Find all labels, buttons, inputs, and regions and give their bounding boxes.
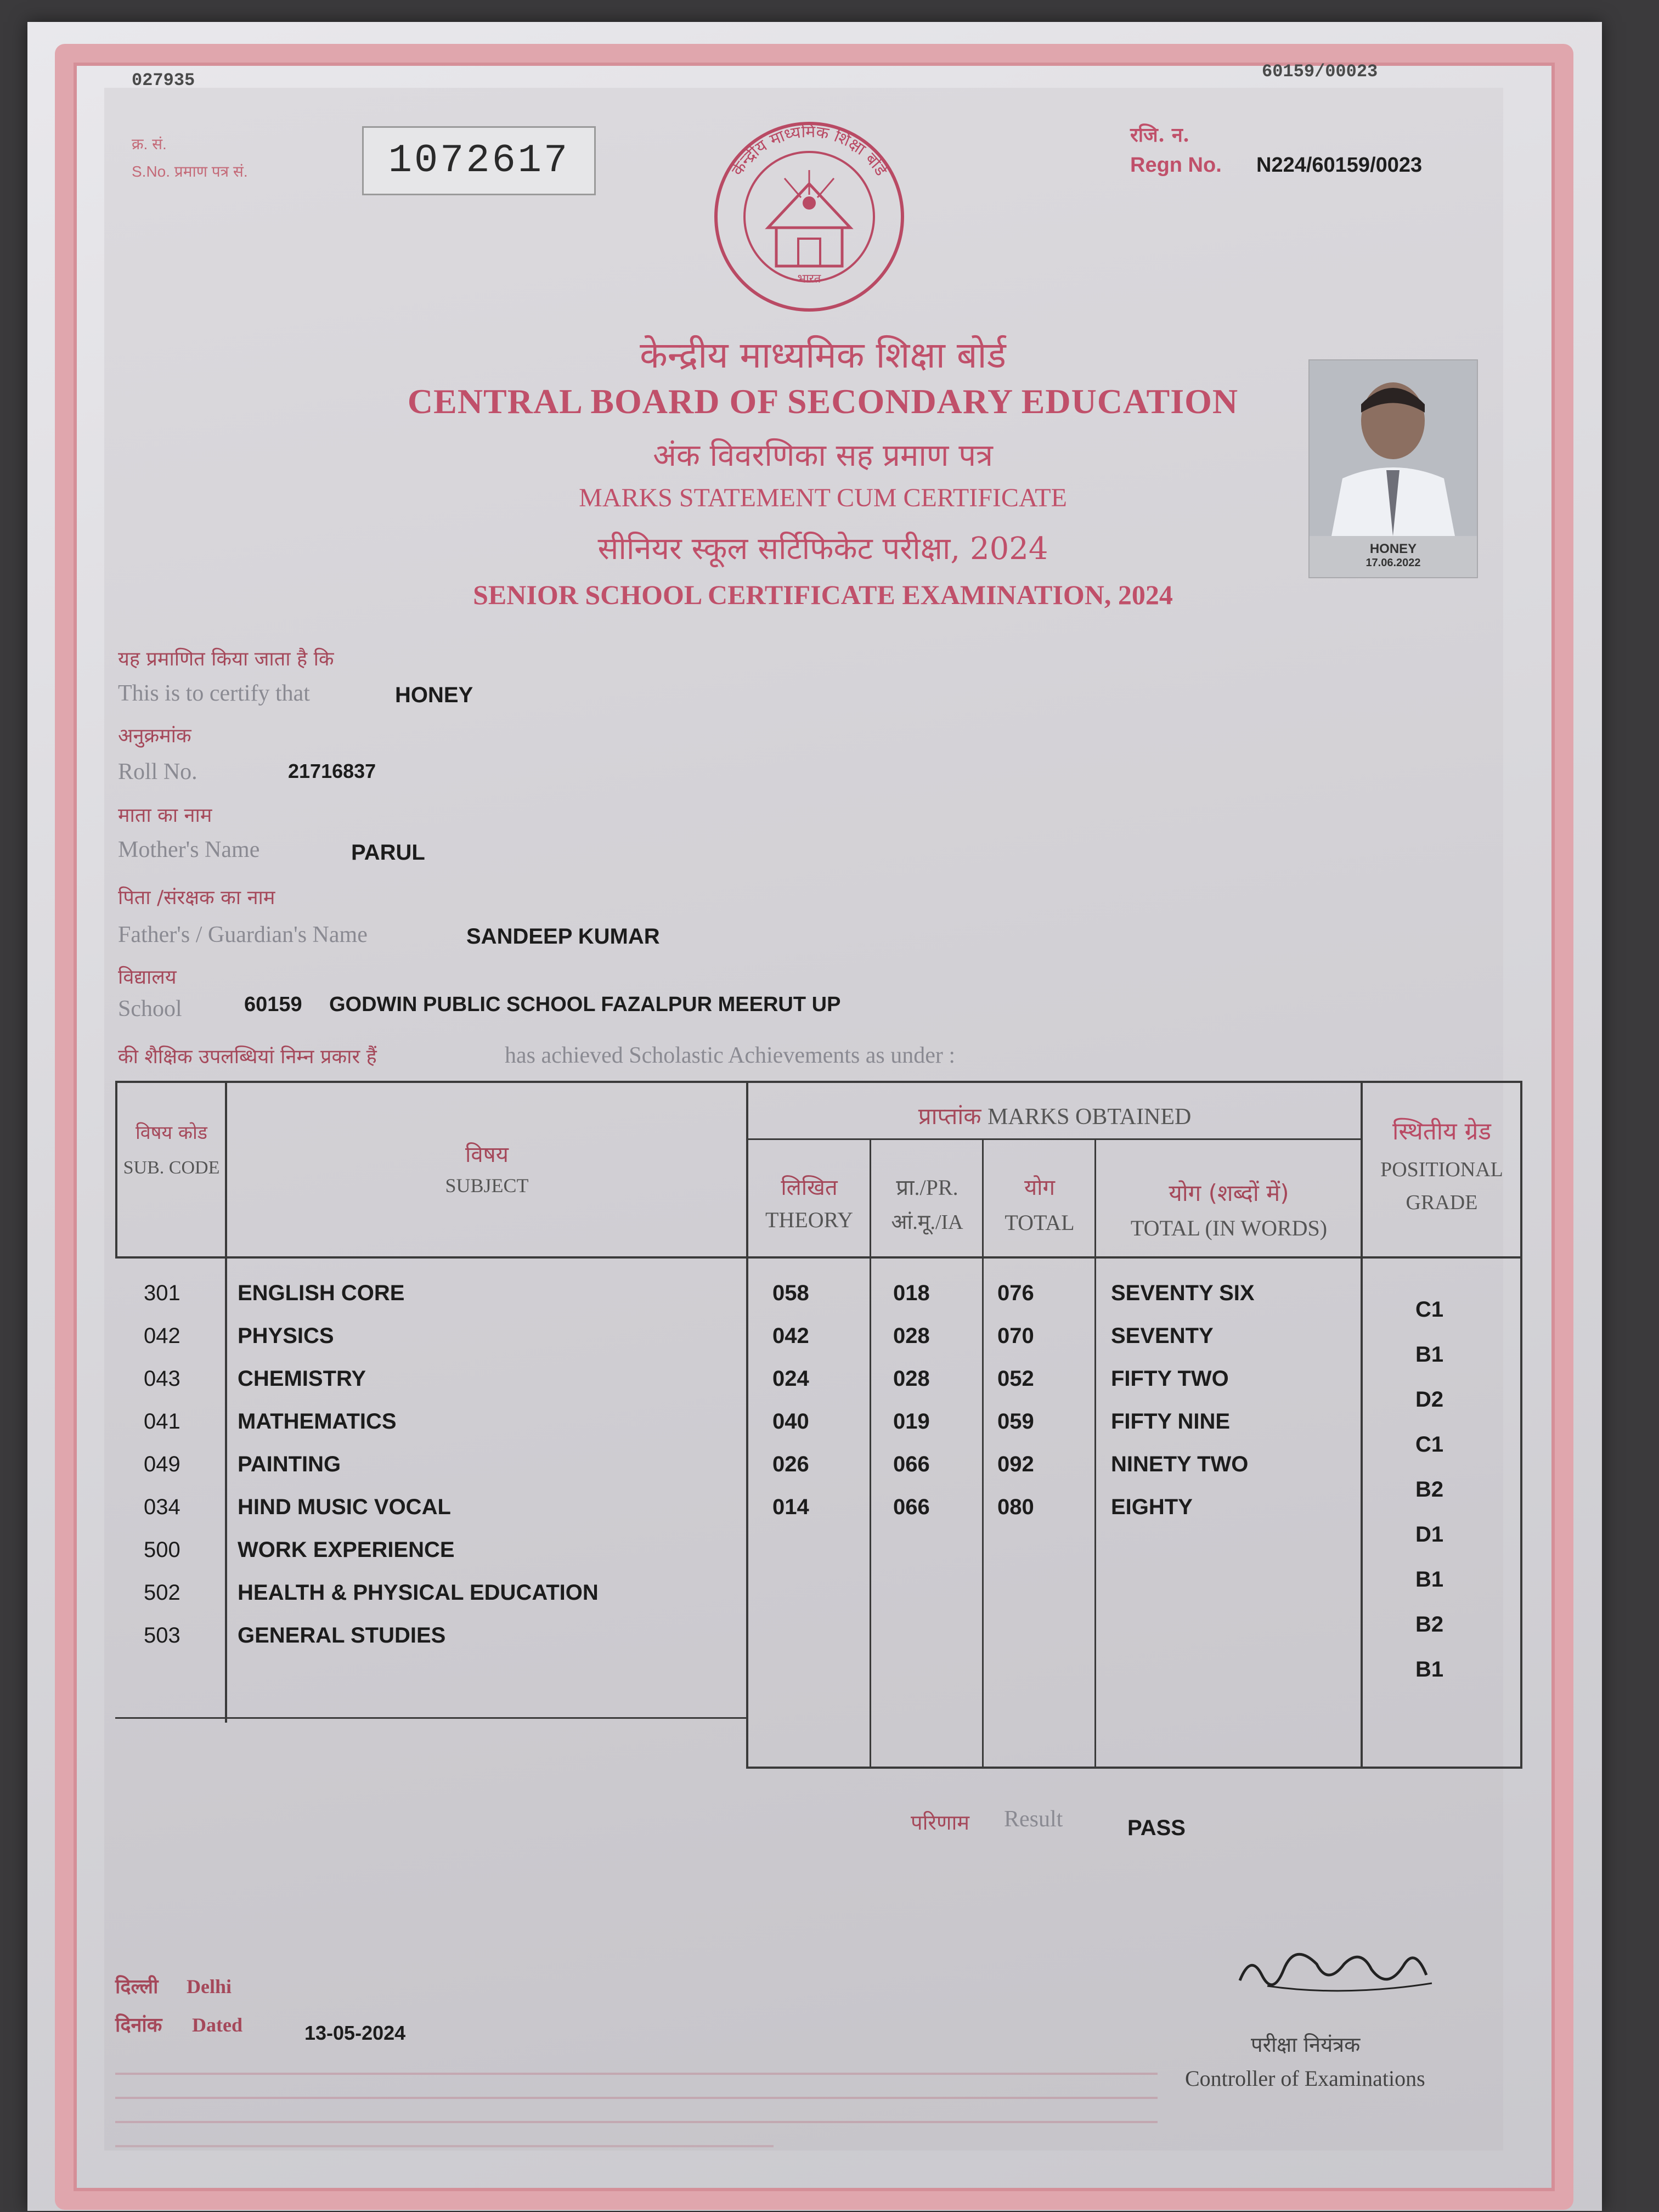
school-code: 60159 xyxy=(244,993,302,1016)
student-photo xyxy=(1308,359,1478,578)
cell-subject: HIND MUSIC VOCAL xyxy=(238,1495,451,1519)
total-en: TOTAL xyxy=(1005,1210,1075,1235)
father-name: SANDEEP KUMAR xyxy=(466,924,660,949)
cell-total: 076 xyxy=(997,1281,1034,1305)
mother-label-en: Mother's Name xyxy=(118,837,260,862)
marks-hi: प्राप्तांक xyxy=(918,1103,981,1130)
col-code-hi: विषय कोड xyxy=(136,1122,207,1144)
cell-theory: 024 xyxy=(772,1367,809,1391)
issue-date: 13-05-2024 xyxy=(304,2022,406,2044)
cell-theory: 014 xyxy=(772,1495,809,1519)
cell-grade: C1 xyxy=(1415,1297,1444,1322)
cell-grade: C1 xyxy=(1415,1432,1444,1457)
col-subject-hi: विषय xyxy=(465,1142,509,1167)
cell-grade: D2 xyxy=(1415,1387,1444,1412)
dated-label-en: Dated xyxy=(192,2014,242,2036)
cell-subject: MATHEMATICS xyxy=(238,1409,397,1434)
svg-text:केन्द्रीय माध्यमिक शिक्षा बोर्: केन्द्रीय माध्यमिक शिक्षा बोर्ड xyxy=(727,122,891,179)
roll-label-en: Roll No. xyxy=(118,759,198,785)
photo-name: HONEY xyxy=(1369,541,1417,556)
board-title-hi: केन्द्रीय माध्यमिक शिक्षा बोर्ड xyxy=(640,334,1006,376)
photo-date: 17.06.2022 xyxy=(1365,557,1421,569)
result-value: PASS xyxy=(1127,1816,1186,1840)
dated-label-hi: दिनांक xyxy=(115,2014,162,2036)
board-title-en: CENTRAL BOARD OF SECONDARY EDUCATION xyxy=(407,382,1239,421)
place-label-hi: दिल्ली xyxy=(115,1976,159,1998)
cell-subject: PAINTING xyxy=(238,1452,341,1476)
doc-title-hi: अंक विवरणिका सह प्रमाण पत्र xyxy=(653,438,993,473)
controller-signature xyxy=(1234,1931,1443,2011)
doc-title-en: MARKS STATEMENT CUM CERTIFICATE xyxy=(579,483,1067,512)
cell-words: NINETY TWO xyxy=(1111,1452,1249,1476)
cell-pr: 028 xyxy=(893,1367,930,1391)
cell-pr: 018 xyxy=(893,1281,930,1305)
mother-label-hi: माता का नाम xyxy=(118,804,212,827)
roll-label-hi: अनुक्रमांक xyxy=(118,725,191,747)
cell-grade: B2 xyxy=(1415,1477,1444,1502)
cell-words: SEVENTY xyxy=(1111,1324,1214,1348)
cell-subject: CHEMISTRY xyxy=(238,1367,366,1391)
cell-code: 500 xyxy=(144,1538,180,1562)
theory-hi: लिखित xyxy=(781,1175,838,1200)
father-label-en: Father's / Guardian's Name xyxy=(118,922,368,947)
cell-subject: PHYSICS xyxy=(238,1324,334,1348)
cell-code: 041 xyxy=(144,1409,180,1434)
result-label-en: Result xyxy=(1004,1807,1063,1832)
col-code-en: SUB. CODE xyxy=(123,1158,220,1178)
certify-label-hi: यह प्रमाणित किया जाता है कि xyxy=(118,648,334,670)
marks-obtained-header xyxy=(749,1100,1361,1131)
school-label-en: School xyxy=(118,996,182,1022)
exam-title-hi: सीनियर स्कूल सर्टिफिकेट परीक्षा, 2024 xyxy=(597,531,1048,567)
school-label-hi: विद्यालय xyxy=(118,966,177,989)
school-name: GODWIN PUBLIC SCHOOL FAZALPUR MEERUT UP xyxy=(329,993,841,1016)
cell-grade: B1 xyxy=(1415,1342,1444,1367)
cell-words: FIFTY NINE xyxy=(1111,1409,1231,1434)
cell-code: 042 xyxy=(144,1324,180,1348)
cell-total: 052 xyxy=(997,1367,1034,1391)
regn-label-en: Regn No. xyxy=(1130,154,1222,177)
achieved-label-hi: की शैक्षिक उपलब्धियां निम्न प्रकार हैं xyxy=(118,1046,377,1068)
cell-total: 059 xyxy=(997,1409,1034,1434)
svg-text:भारत: भारत xyxy=(797,272,821,286)
cell-pr: 028 xyxy=(893,1324,930,1348)
cell-code: 034 xyxy=(144,1495,180,1519)
regn-label-hi: रजि. न. xyxy=(1130,123,1190,146)
grade-en-2: GRADE xyxy=(1406,1191,1478,1214)
footnotes xyxy=(115,2063,1158,2162)
certify-label-en: This is to certify that xyxy=(118,681,310,706)
student-name: HONEY xyxy=(395,683,473,707)
cell-code: 502 xyxy=(144,1581,180,1605)
cell-grade: B2 xyxy=(1415,1612,1444,1637)
result-label-hi: परिणाम xyxy=(911,1810,970,1835)
cell-theory: 040 xyxy=(772,1409,809,1434)
words-en: TOTAL (IN WORDS) xyxy=(1130,1216,1328,1240)
cell-pr: 066 xyxy=(893,1495,930,1519)
theory-en: THEORY xyxy=(765,1207,853,1232)
cell-subject: GENERAL STUDIES xyxy=(238,1623,446,1647)
achieved-label-en: has achieved Scholastic Achievements as under : xyxy=(505,1043,956,1068)
cell-total: 092 xyxy=(997,1452,1034,1476)
cert-label-hi: क्र. सं. xyxy=(132,136,167,153)
cell-theory: 058 xyxy=(772,1281,809,1305)
col-subject-en: SUBJECT xyxy=(445,1175,529,1197)
cell-grade: B1 xyxy=(1415,1567,1444,1592)
place-label-en: Delhi xyxy=(187,1976,232,1997)
roll-number: 21716837 xyxy=(288,760,376,782)
regn-number: N224/60159/0023 xyxy=(1256,154,1423,177)
mother-name: PARUL xyxy=(351,840,425,865)
cell-words: EIGHTY xyxy=(1111,1495,1193,1519)
exam-title-en: SENIOR SCHOOL CERTIFICATE EXAMINATION, 2024 xyxy=(473,579,1173,610)
cell-total: 080 xyxy=(997,1495,1034,1519)
serial-left: 027935 xyxy=(132,70,195,91)
student-photo-portrait xyxy=(1310,360,1477,536)
cell-code: 043 xyxy=(144,1367,180,1391)
cell-subject: HEALTH & PHYSICAL EDUCATION xyxy=(238,1581,599,1605)
cbse-seal xyxy=(708,118,911,315)
total-hi: योग xyxy=(1024,1175,1056,1200)
cert-label-en: S.No. प्रमाण पत्र सं. xyxy=(132,163,248,180)
cell-code: 049 xyxy=(144,1452,180,1476)
cell-words: SEVENTY SIX xyxy=(1111,1281,1255,1305)
cell-subject: ENGLISH CORE xyxy=(238,1281,405,1305)
cell-total: 070 xyxy=(997,1324,1034,1348)
cell-grade: B1 xyxy=(1415,1657,1444,1681)
words-hi: योग (शब्दों में) xyxy=(1169,1180,1289,1206)
cell-pr: 019 xyxy=(893,1409,930,1434)
cell-grade: D1 xyxy=(1415,1522,1444,1547)
father-label-hi: पिता /संरक्षक का नाम xyxy=(118,887,275,909)
ia-en: आं.मू./IA xyxy=(891,1211,963,1234)
cell-subject: WORK EXPERIENCE xyxy=(238,1538,455,1562)
grade-hi: स्थितीय ग्रेड xyxy=(1392,1118,1492,1146)
cbse-seal-icon xyxy=(708,118,911,315)
cell-code: 301 xyxy=(144,1281,180,1305)
cell-words: FIFTY TWO xyxy=(1111,1367,1229,1391)
certificate-number: 1072617 xyxy=(362,126,596,195)
cell-theory: 042 xyxy=(772,1324,809,1348)
marks-en: MARKS OBTAINED xyxy=(988,1104,1192,1130)
cell-pr: 066 xyxy=(893,1452,930,1476)
serial-right: 60159/00023 xyxy=(1262,61,1378,82)
signatory-hi: परीक्षा नियंत्रक xyxy=(1251,2033,1361,2057)
signatory-en: Controller of Examinations xyxy=(1185,2066,1425,2091)
cell-code: 503 xyxy=(144,1623,180,1647)
grade-en-1: POSITIONAL xyxy=(1380,1158,1503,1181)
cell-theory: 026 xyxy=(772,1452,809,1476)
pr-en: प्रा./PR. xyxy=(896,1175,958,1200)
